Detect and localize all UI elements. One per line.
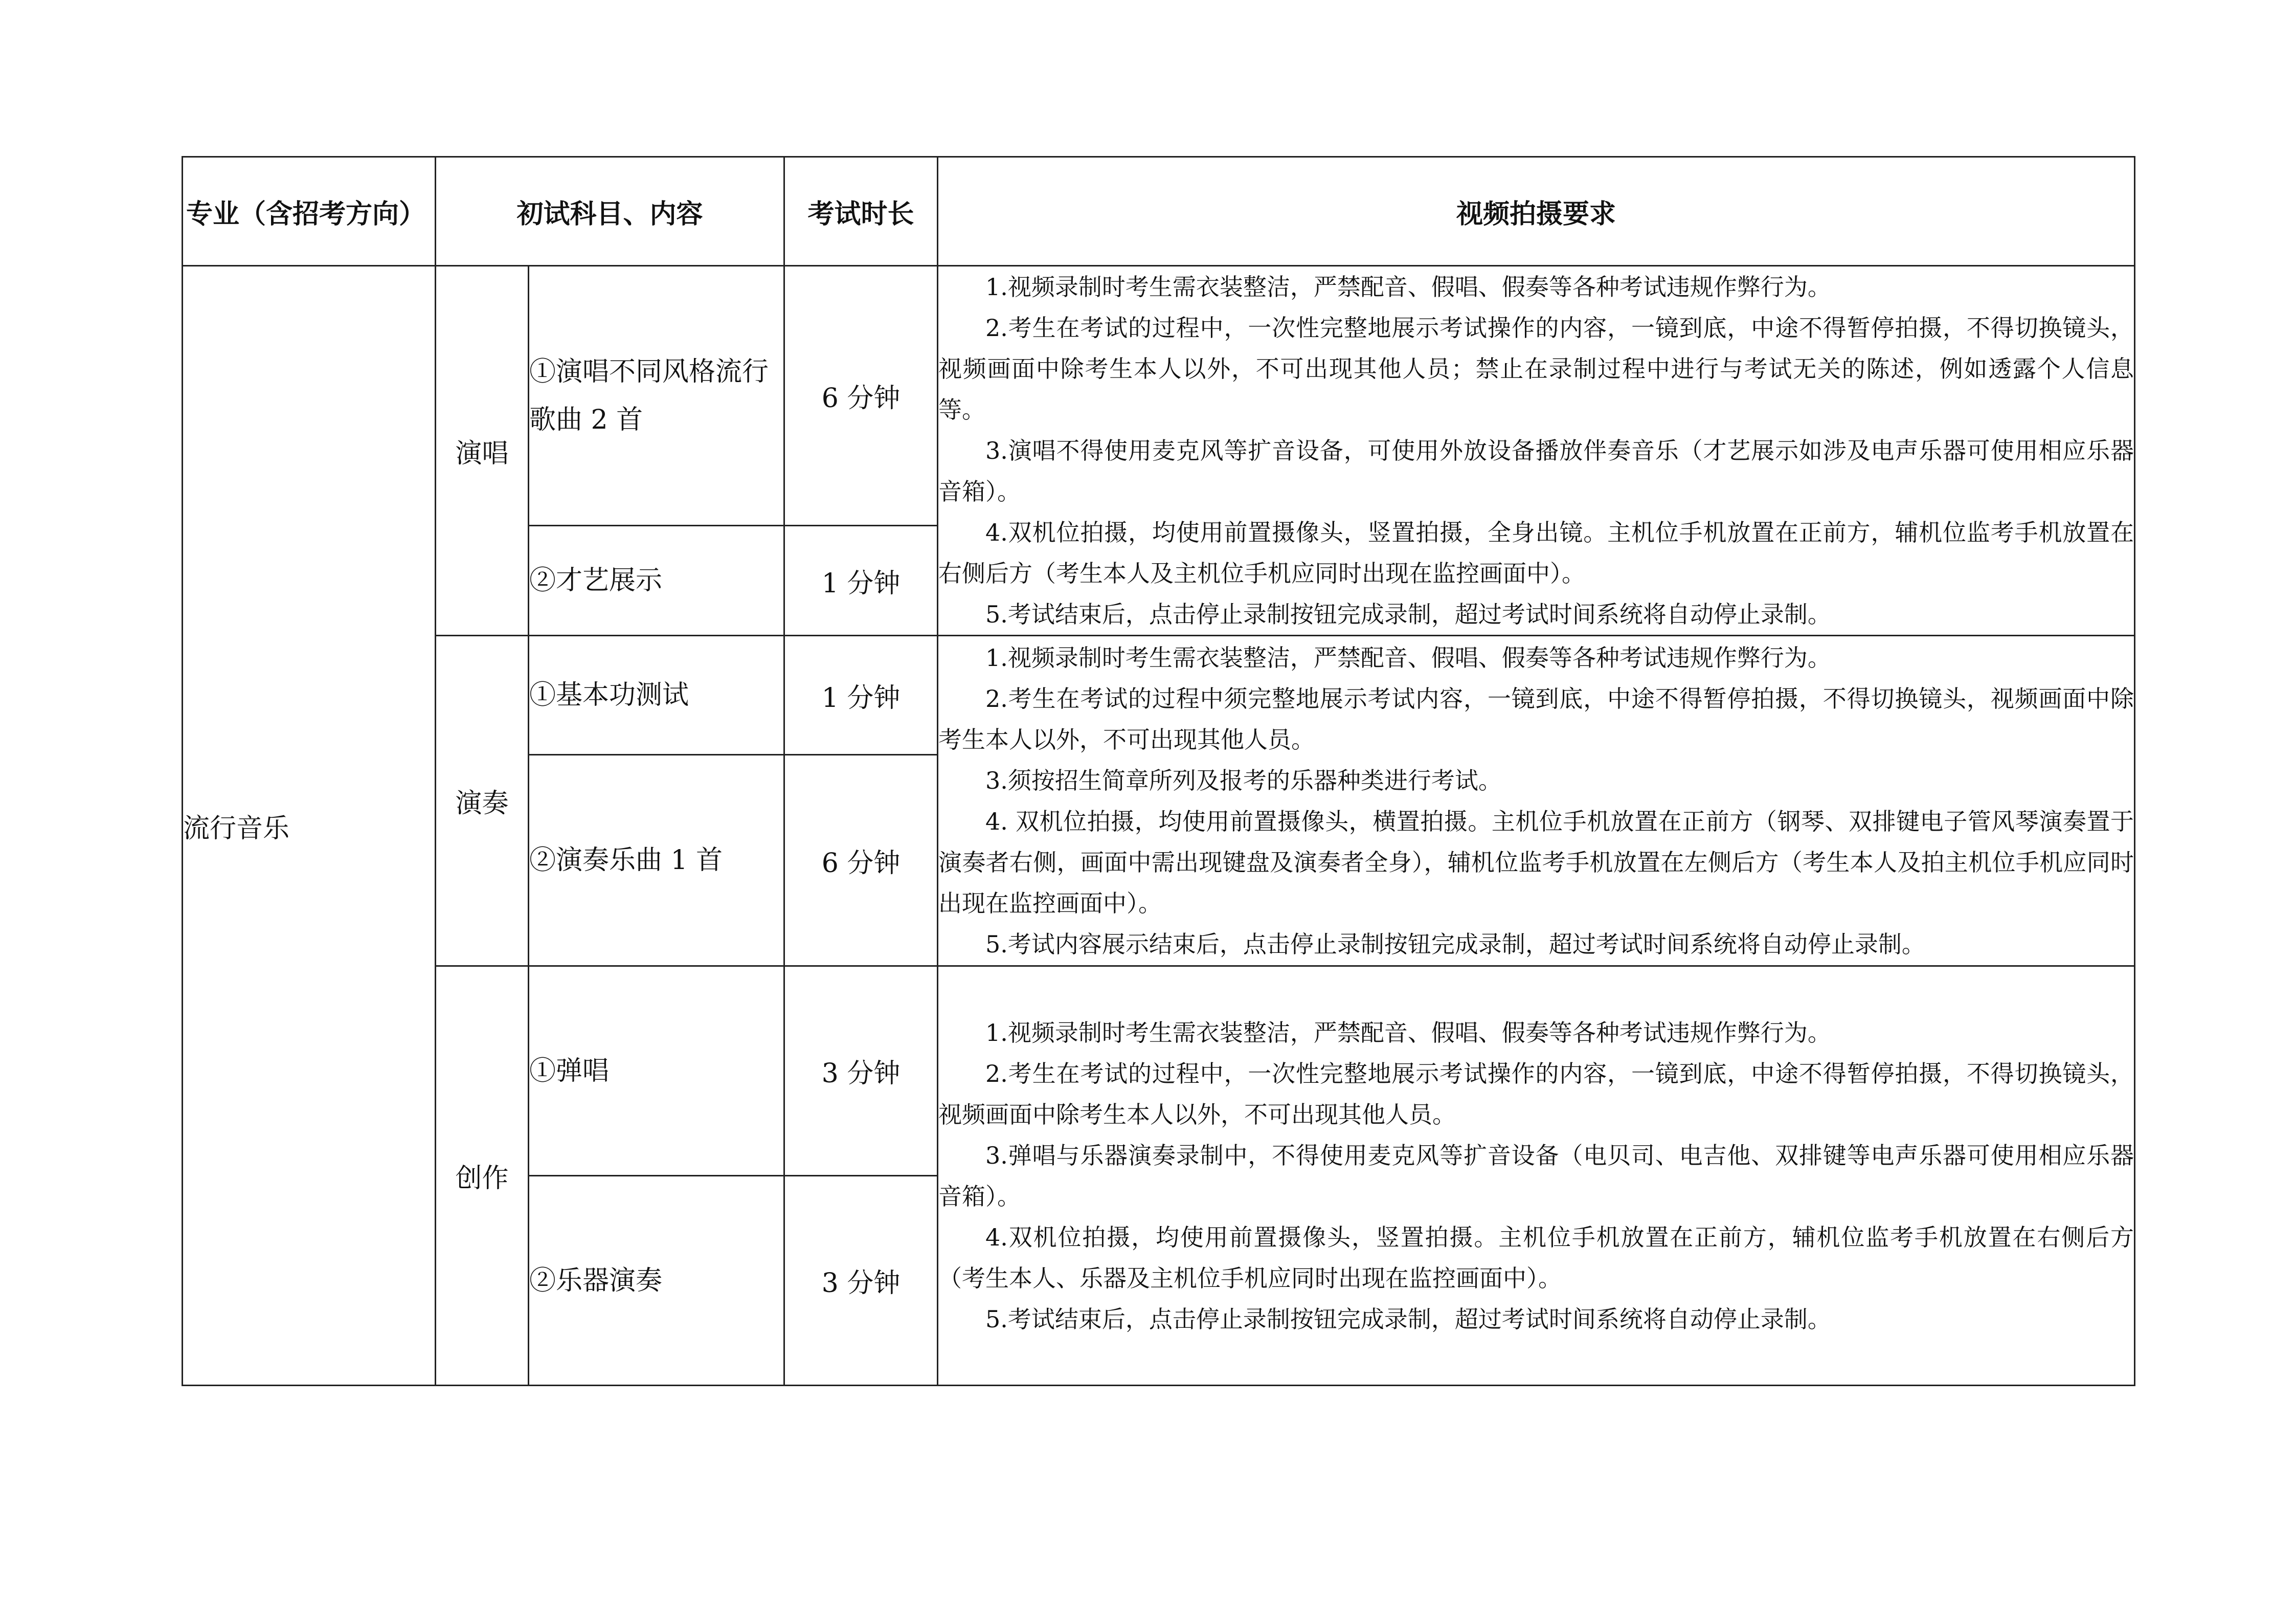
header-major: 专业（含招考方向）: [183, 157, 436, 266]
requirements-cell: [938, 266, 2135, 636]
requirement-line: 3.弹唱与乐器演奏录制中，不得使用麦克风等扩音设备（电贝司、电吉他、双排键等电声乐器可使用相应乐器音箱）。: [938, 1141, 2134, 1210]
subject-item: ②乐器演奏: [529, 1176, 784, 1386]
duration-cell: 1 分钟: [784, 526, 938, 636]
duration-cell: 1 分钟: [784, 636, 938, 755]
duration-cell: 3 分钟: [784, 1176, 938, 1386]
header-subject: 初试科目、内容: [436, 157, 784, 266]
subject-item: ①弹唱: [529, 966, 784, 1176]
duration-cell: 3 分钟: [784, 966, 938, 1176]
header-duration: 考试时长: [784, 157, 938, 266]
category-cell: 演唱: [436, 266, 529, 636]
requirement-line: 4.双机位拍摄，均使用前置摄像头，竖置拍摄，全身出镜。主机位手机放置在正前方，辅机位监考手机放置在右侧后方（考生本人及主机位手机应同时出现在监控画面中）。: [938, 519, 2134, 587]
requirement-line: 5.考试结束后，点击停止录制按钮完成录制，超过考试时间系统将自动停止录制。: [985, 600, 1831, 628]
table-row: [183, 266, 2135, 526]
duration-cell: 6 分钟: [784, 266, 938, 526]
header-row: [183, 157, 2135, 266]
requirement-line: 3.演唱不得使用麦克风等扩音设备，可使用外放设备播放伴奏音乐（才艺展示如涉及电声乐器可使用相应乐器音箱）。: [938, 437, 2134, 505]
header-requirements: 视频拍摄要求: [938, 157, 2135, 266]
subject-item: ①演唱不同风格流行歌曲 2 首: [529, 266, 784, 526]
duration-cell: 6 分钟: [784, 755, 938, 966]
category-cell: 创作: [436, 966, 529, 1386]
subject-item: ②演奏乐曲 1 首: [529, 755, 784, 966]
table-row: [183, 966, 2135, 1176]
major-name: 流行音乐: [183, 266, 436, 1386]
requirement-line: 5.考试结束后，点击停止录制按钮完成录制，超过考试时间系统将自动停止录制。: [985, 1305, 1831, 1333]
exam-requirements-table: [182, 156, 2135, 1386]
requirements-cell: [938, 966, 2135, 1386]
requirement-line: 4.双机位拍摄，均使用前置摄像头，竖置拍摄。主机位手机放置在正前方，辅机位监考手机放置在右侧后方（考生本人、乐器及主机位手机应同时出现在监控画面中）。: [938, 1223, 2134, 1292]
requirements-cell: [938, 636, 2135, 966]
requirement-line: 3.须按招生简章所列及报考的乐器种类进行考试。: [985, 766, 1502, 794]
subject-item: ②才艺展示: [529, 526, 784, 636]
subject-item: ①基本功测试: [529, 636, 784, 755]
requirement-line: 4. 双机位拍摄，均使用前置摄像头，横置拍摄。主机位手机放置在正前方（钢琴、双排键电子管风琴演奏置于演奏者右侧，画面中需出现键盘及演奏者全身），辅机位监考手机放置在左侧后方（考生本人及拍主机位手机应同时出现在监控画面中）。: [938, 807, 2134, 917]
table-row: [183, 636, 2135, 755]
requirement-line: 2.考生在考试的过程中，一次性完整地展示考试操作的内容，一镜到底，中途不得暂停拍摄，不得切换镜头，视频画面中除考生本人以外，不可出现其他人员；禁止在录制过程中进行与考试无关的陈述，例如透露个人信息等。: [938, 314, 2134, 424]
requirement-line: 2.考生在考试的过程中，一次性完整地展示考试操作的内容，一镜到底，中途不得暂停拍摄，不得切换镜头，视频画面中除考生本人以外，不可出现其他人员。: [938, 1059, 2134, 1128]
requirement-line: 5.考试内容展示结束后，点击停止录制按钮完成录制，超过考试时间系统将自动停止录制。: [985, 930, 1925, 958]
requirement-line: 2.考生在考试的过程中须完整地展示考试内容，一镜到底，中途不得暂停拍摄，不得切换镜头，视频画面中除考生本人以外，不可出现其他人员。: [938, 684, 2134, 753]
category-cell: 演奏: [436, 636, 529, 966]
requirement-line: 1.视频录制时考生需衣装整洁，严禁配音、假唱、假奏等各种考试违规作弊行为。: [985, 1018, 1831, 1047]
requirement-line: 1.视频录制时考生需衣装整洁，严禁配音、假唱、假奏等各种考试违规作弊行为。: [985, 273, 1831, 301]
requirement-line: 1.视频录制时考生需衣装整洁，严禁配音、假唱、假奏等各种考试违规作弊行为。: [985, 643, 1831, 672]
